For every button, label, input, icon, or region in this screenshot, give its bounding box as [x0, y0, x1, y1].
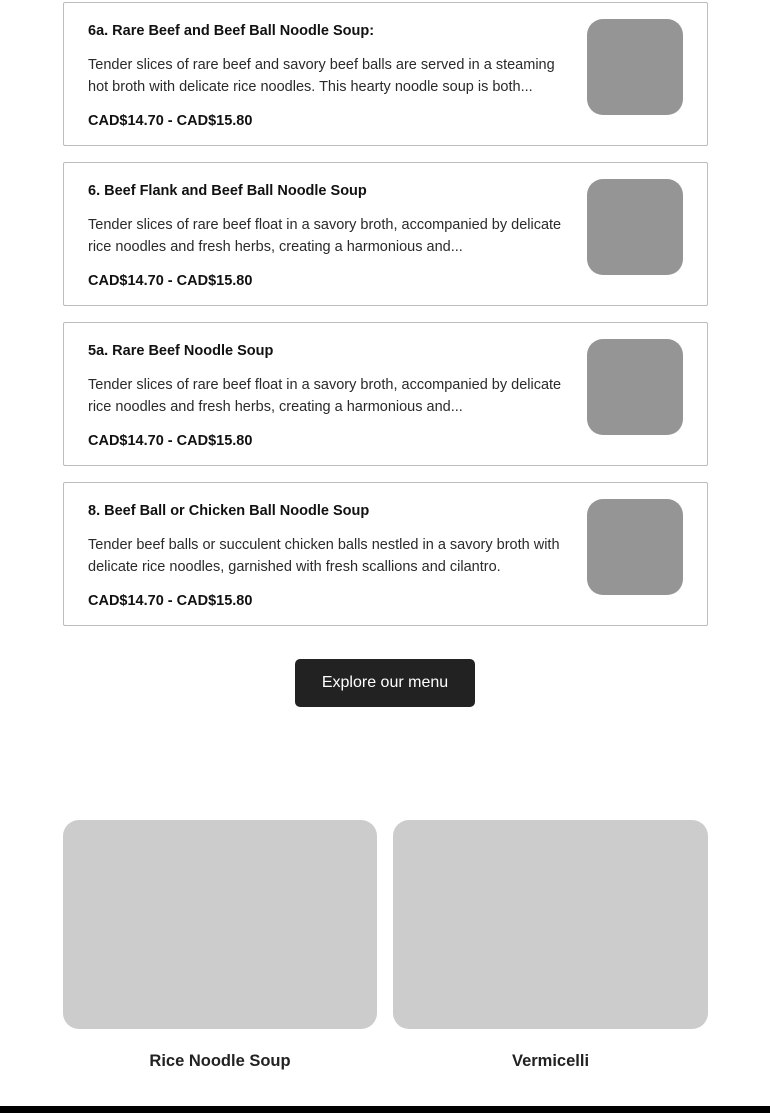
- footer-bar: [0, 1106, 770, 1113]
- menu-item-image: [587, 339, 683, 435]
- menu-item-text: [88, 22, 568, 130]
- menu-item-image: [587, 19, 683, 115]
- menu-item-description: Tender slices of rare beef float in a savory broth, accompanied by delicate rice noodles and fresh herbs, creating a harmonious and...: [88, 377, 562, 415]
- menu-item-image: [587, 499, 683, 595]
- menu-item-price: CAD$14.70 - CAD$15.80: [88, 593, 253, 609]
- category-label: Vermicelli: [511, 1052, 590, 1070]
- category-card-vermicelli[interactable]: [393, 820, 708, 1071]
- category-card-rice-noodle-soup[interactable]: [63, 820, 377, 1071]
- menu-item-image: [587, 179, 683, 275]
- menu-item-card[interactable]: [63, 2, 708, 146]
- menu-item-title: 6a. Rare Beef and Beef Ball Noodle Soup:: [88, 23, 375, 39]
- category-image: [63, 820, 377, 1029]
- menu-item-list: [63, 2, 708, 642]
- menu-item-price: CAD$14.70 - CAD$15.80: [88, 433, 253, 449]
- menu-item-card[interactable]: [63, 162, 708, 306]
- menu-item-description: Tender slices of rare beef and savory beef balls are served in a steaming hot broth with delicate rice noodles. This hearty noodle soup is both...: [88, 57, 555, 95]
- menu-item-title: 8. Beef Ball or Chicken Ball Noodle Soup: [88, 503, 370, 519]
- menu-item-card[interactable]: [63, 482, 708, 626]
- category-label: Rice Noodle Soup: [149, 1052, 291, 1070]
- menu-item-text: [88, 182, 568, 290]
- menu-item-title: 6. Beef Flank and Beef Ball Noodle Soup: [88, 183, 367, 199]
- menu-item-price: CAD$14.70 - CAD$15.80: [88, 273, 253, 289]
- menu-item-title: 5a. Rare Beef Noodle Soup: [88, 343, 274, 359]
- explore-menu-button[interactable]: Explore our menu: [295, 659, 475, 707]
- menu-item-card[interactable]: [63, 322, 708, 466]
- menu-item-description: Tender slices of rare beef float in a savory broth, accompanied by delicate rice noodles and fresh herbs, creating a harmonious and...: [88, 217, 562, 255]
- menu-item-text: [88, 502, 568, 610]
- menu-item-price: CAD$14.70 - CAD$15.80: [88, 113, 253, 129]
- menu-item-description: Tender beef balls or succulent chicken balls nestled in a savory broth with delicate rice noodles, garnished with fresh scallions and cilantro.: [88, 537, 560, 575]
- category-image: [393, 820, 708, 1029]
- menu-item-text: [88, 342, 568, 450]
